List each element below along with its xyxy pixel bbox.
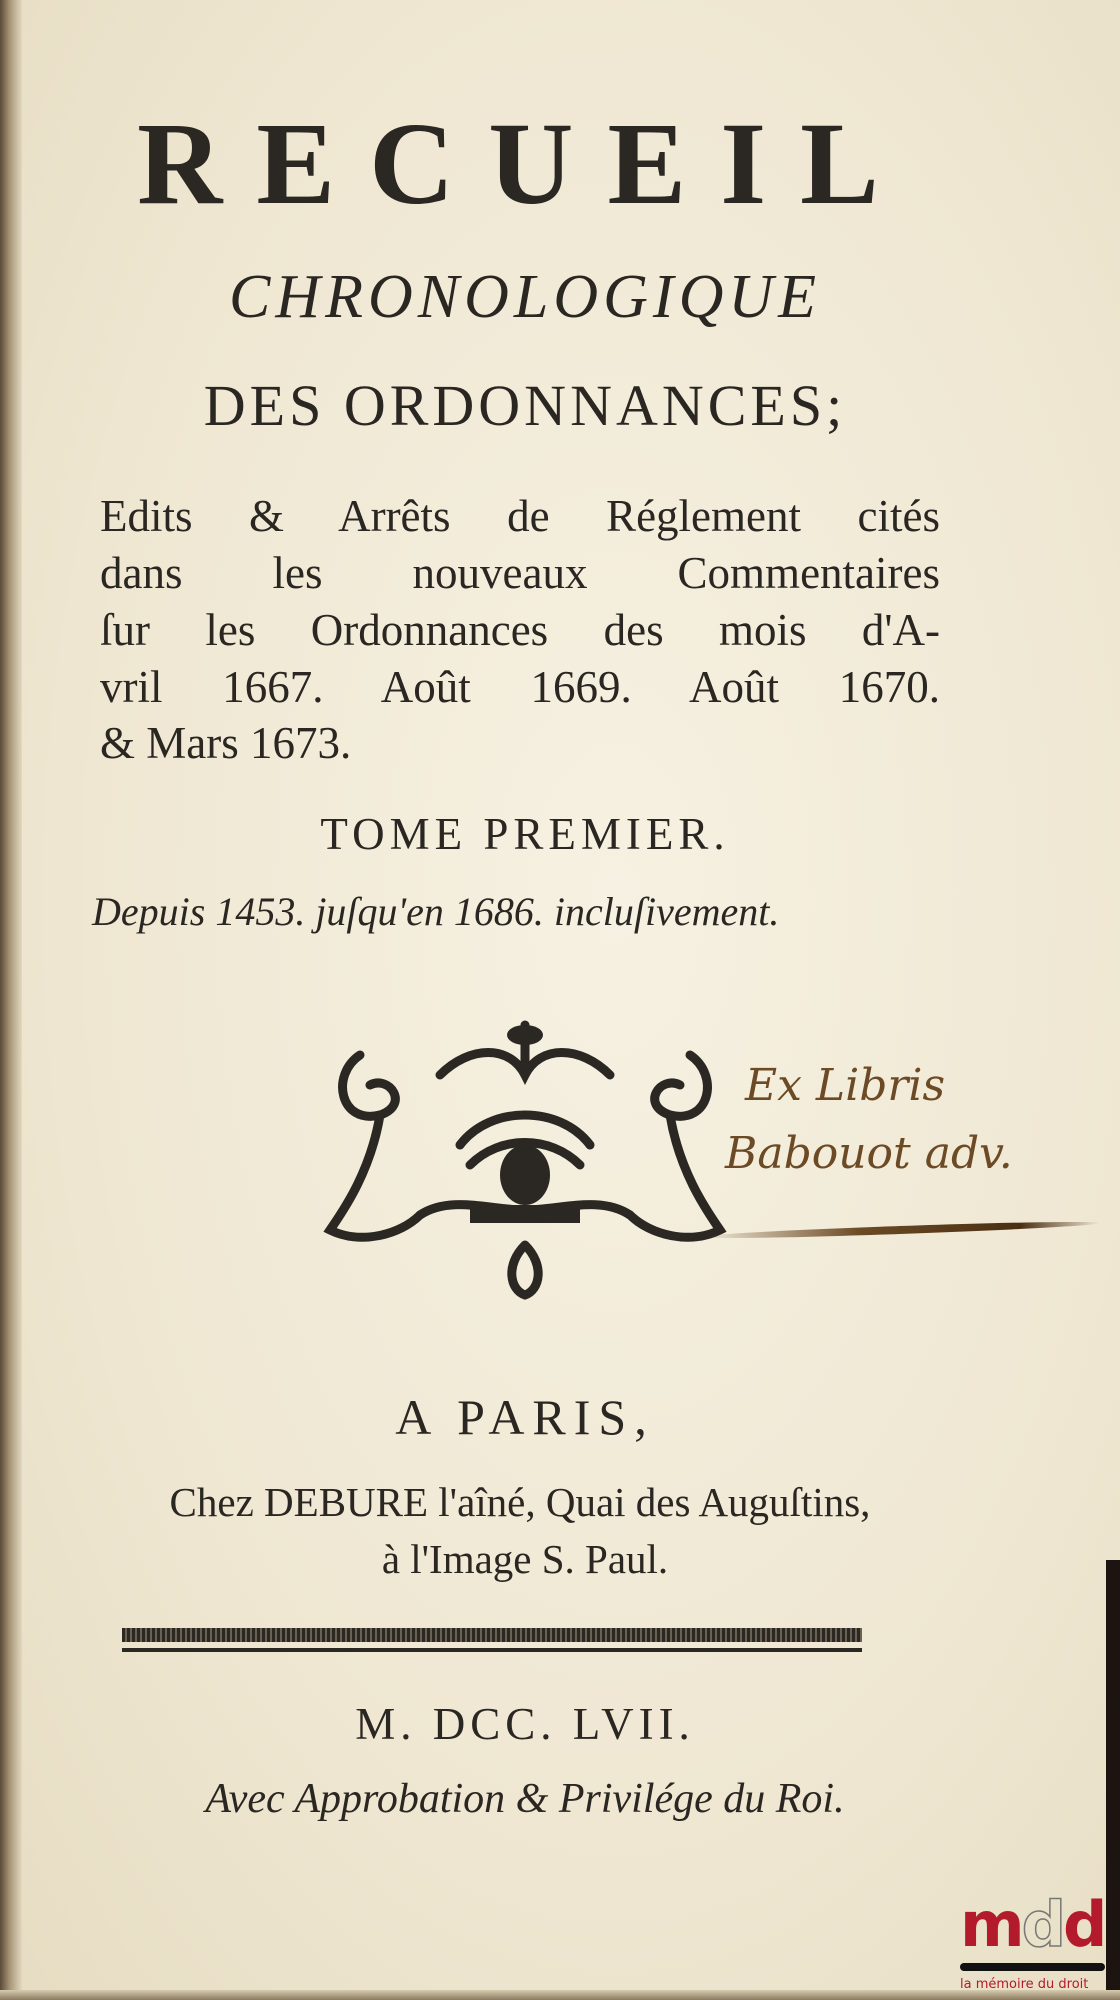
decorative-rule-thin <box>122 1648 862 1652</box>
description-line: Edits & Arrêts de Réglement cités <box>100 491 940 541</box>
logo-tagline: la mémoire du droit <box>960 1977 1089 1992</box>
subtitle-ordonnances: DES ORDONNANCES; <box>203 373 847 438</box>
royal-privilege: Avec Approbation & Privilége du Roi. <box>205 1776 845 1822</box>
logo-bar <box>960 1963 1105 1971</box>
description-line: & Mars 1673. <box>100 718 352 768</box>
description-line: ſur les Ordonnances des mois d'A- <box>100 605 940 655</box>
period-range: Depuis 1453. juſqu'en 1686. incluſivement. <box>92 889 780 934</box>
description-line: dans les nouveaux Commentaires <box>100 548 940 598</box>
handwritten-owner-name: Babouot adv. <box>725 1128 1013 1179</box>
book-binding-edge <box>0 0 22 2000</box>
printers-ornament-icon <box>320 1015 730 1300</box>
imprint-city: A PARIS, <box>395 1389 655 1445</box>
imprint-address: à l'Image S. Paul. <box>381 1536 669 1582</box>
page-bottom-edge <box>0 1990 1120 2000</box>
book-title: RECUEIL <box>137 98 913 229</box>
subtitle-chronologique: CHRONOLOGIQUE <box>229 263 821 331</box>
mdd-watermark-logo <box>960 1888 1110 1992</box>
handwritten-underline-stroke <box>700 1219 1100 1241</box>
imprint-publisher: Chez DEBURE l'aîné, Quai des Auguſtins, <box>169 1479 871 1525</box>
decorative-rule <box>122 1628 862 1642</box>
publication-year: M. DCC. LVII. <box>355 1699 695 1749</box>
mdd-logo-mark: mdd <box>960 1888 1105 1961</box>
description-line: vril 1667. Août 1669. Août 1670. <box>100 662 940 712</box>
volume-label: TOME PREMIER. <box>320 809 730 859</box>
handwritten-ex-libris: Ex Libris <box>745 1060 946 1111</box>
